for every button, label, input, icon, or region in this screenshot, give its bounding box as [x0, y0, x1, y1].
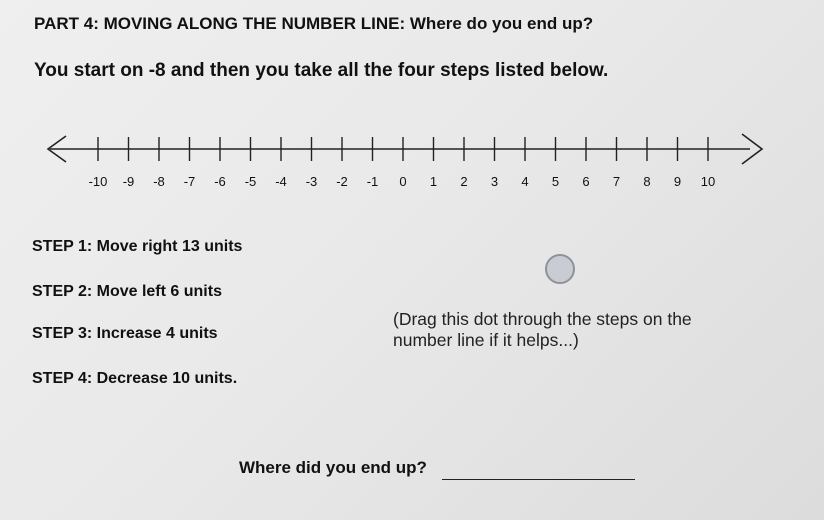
- drag-hint: [393, 309, 753, 351]
- number-line: [40, 118, 780, 198]
- tick-label: 2: [460, 174, 468, 189]
- tick-label: -10: [88, 174, 108, 189]
- drag-hint-line-1: (Drag this dot through the steps on the: [393, 309, 692, 329]
- tick-label: -6: [214, 174, 226, 189]
- answer-blank[interactable]: [442, 479, 635, 480]
- tick-label: 3: [490, 174, 499, 189]
- worksheet-title: PART 4: MOVING ALONG THE NUMBER LINE: Where do you end up?: [34, 14, 594, 33]
- tick-label: 9: [673, 174, 682, 189]
- drag-hint-line-2: number line if it helps...): [393, 330, 579, 350]
- tick-label: -3: [305, 174, 318, 189]
- tick-label: 1: [429, 174, 438, 189]
- step-1: STEP 1: Move right 13 units: [32, 238, 243, 255]
- worksheet-intro: You start on -8 and then you take all the four steps listed below.: [34, 60, 609, 81]
- step-3: STEP 3: Increase 4 units: [32, 325, 218, 342]
- tick-label: -1: [366, 174, 379, 189]
- tick-label: 0: [399, 174, 407, 189]
- draggable-dot[interactable]: [545, 254, 575, 284]
- tick-label: 5: [551, 174, 560, 189]
- tick-label: -5: [244, 174, 257, 189]
- question-label: Where did you end up?: [239, 458, 427, 477]
- tick-label: -4: [275, 174, 287, 189]
- tick-label: 7: [612, 174, 621, 189]
- tick-label: -9: [122, 174, 135, 189]
- tick-label: 8: [643, 174, 651, 189]
- tick-label: -7: [183, 174, 196, 189]
- tick-label: -2: [336, 174, 348, 189]
- tick-label: -8: [153, 174, 165, 189]
- step-2: STEP 2: Move left 6 units: [32, 283, 222, 300]
- step-4: STEP 4: Decrease 10 units.: [32, 370, 238, 387]
- tick-label: 6: [582, 174, 590, 189]
- tick-label: 4: [521, 174, 529, 189]
- tick-label: 10: [700, 174, 716, 189]
